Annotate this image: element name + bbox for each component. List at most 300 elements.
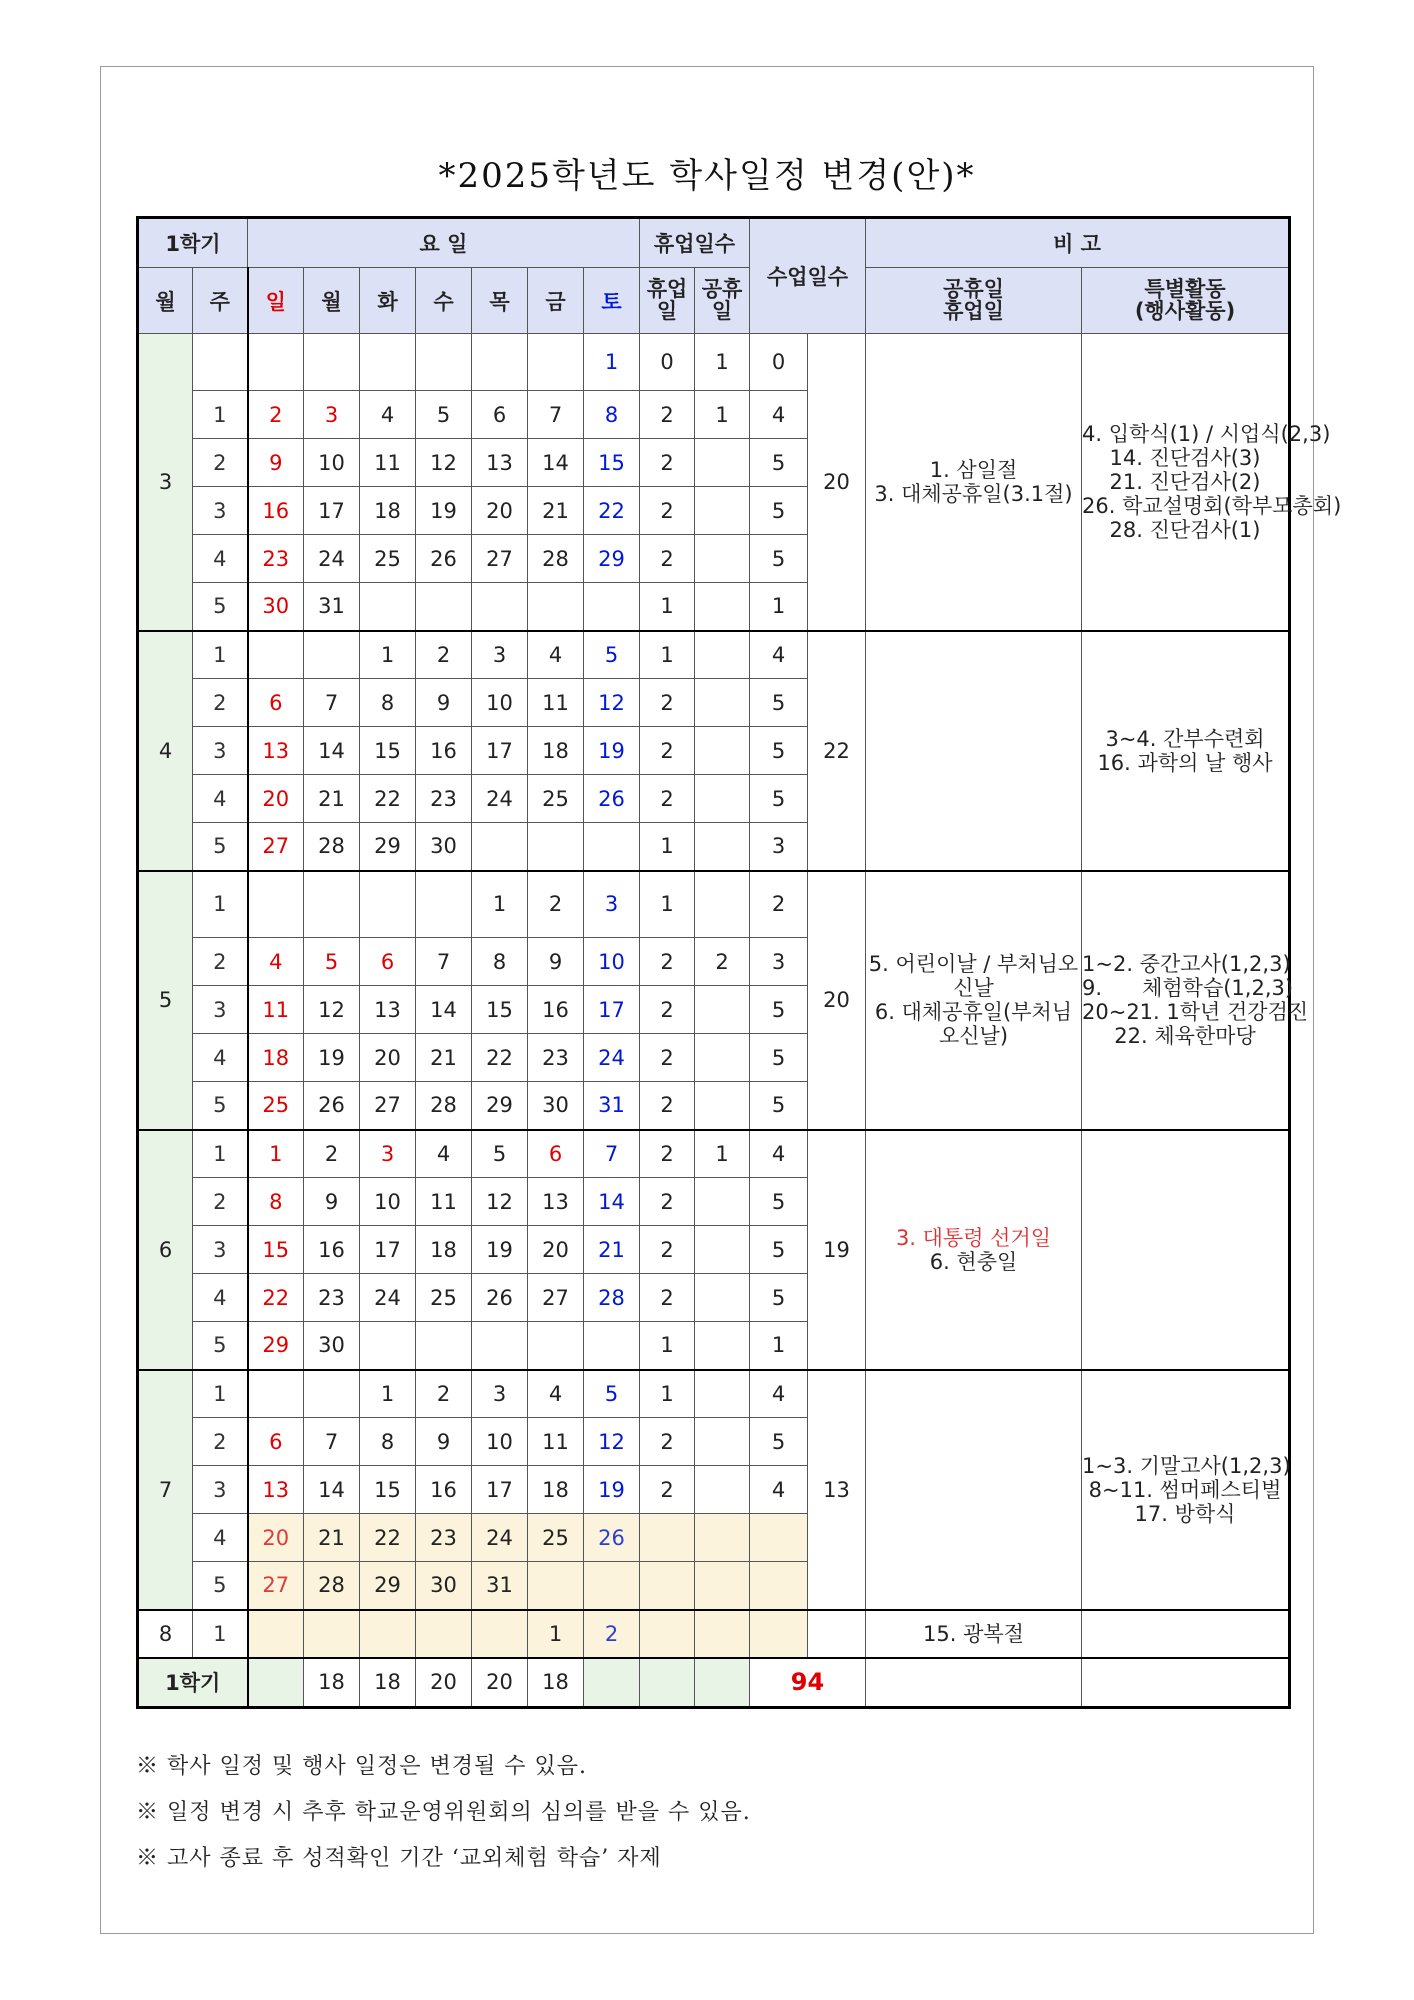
day-cell: 10 xyxy=(360,1178,416,1226)
day-cell: 8 xyxy=(248,1178,304,1226)
holiday-notes xyxy=(866,631,1082,871)
activity-notes xyxy=(1082,334,1342,631)
off-day-count: 2 xyxy=(640,775,695,823)
day-cell: 24 xyxy=(304,535,360,583)
week-number: 5 xyxy=(193,823,248,871)
day-cell: 4 xyxy=(528,1370,584,1418)
activity-note: 1~2. 중간고사(1,2,3) xyxy=(1082,952,1291,976)
month-class-total: 13 xyxy=(808,1370,866,1610)
week-row xyxy=(138,334,1290,391)
pub-holiday-count: 1 xyxy=(695,1130,750,1178)
mon-header: 월 xyxy=(304,268,360,334)
day-cell: 14 xyxy=(304,1466,360,1514)
day-cell xyxy=(528,1562,584,1610)
day-cell: 23 xyxy=(304,1274,360,1322)
holiday-note: 15. 광복절 xyxy=(923,1621,1024,1646)
off-day-count: 0 xyxy=(640,334,695,391)
month-cell: 7 xyxy=(138,1370,193,1610)
pub-holiday-count xyxy=(695,1274,750,1322)
semester-total-row xyxy=(138,1658,1290,1708)
class-days-header: 수업일수 xyxy=(750,218,866,334)
day-cell: 3 xyxy=(584,871,640,938)
class-day-count: 4 xyxy=(750,391,808,439)
week-number: 3 xyxy=(193,1226,248,1274)
week-row xyxy=(138,1610,1290,1658)
activity-notes xyxy=(1082,1130,1290,1370)
pub-holiday-count xyxy=(695,1082,750,1130)
day-cell: 1 xyxy=(584,334,640,391)
month-class-total: 22 xyxy=(808,631,866,871)
off-day-count: 1 xyxy=(640,631,695,679)
week-number: 1 xyxy=(193,871,248,938)
day-cell: 1 xyxy=(472,871,528,938)
day-cell: 22 xyxy=(584,487,640,535)
day-cell xyxy=(304,1370,360,1418)
month-cell: 4 xyxy=(138,631,193,871)
pub-holiday-count xyxy=(695,1178,750,1226)
day-cell: 27 xyxy=(528,1274,584,1322)
day-cell: 8 xyxy=(472,938,528,986)
off-day-count: 1 xyxy=(640,1370,695,1418)
week-number: 5 xyxy=(193,1562,248,1610)
day-cell: 12 xyxy=(584,1418,640,1466)
activity-note: 3~4. 간부수련회 xyxy=(1105,726,1265,751)
class-day-count: 4 xyxy=(750,1466,808,1514)
day-cell: 22 xyxy=(360,1514,416,1562)
class-day-count: 5 xyxy=(750,487,808,535)
holiday-col-header: 공휴일 휴업일 xyxy=(866,268,1082,334)
day-cell xyxy=(528,583,584,631)
holiday-note: 6. 현충일 xyxy=(929,1249,1018,1274)
day-cell: 8 xyxy=(360,679,416,727)
day-cell: 22 xyxy=(360,775,416,823)
day-cell: 8 xyxy=(584,391,640,439)
weekday-total: 20 xyxy=(416,1658,472,1708)
activity-note: 16. 과학의 날 행사 xyxy=(1097,750,1273,775)
day-cell: 13 xyxy=(248,727,304,775)
day-cell: 29 xyxy=(360,1562,416,1610)
day-cell xyxy=(584,1562,640,1610)
fri-header: 금 xyxy=(528,268,584,334)
week-number: 3 xyxy=(193,1466,248,1514)
class-day-count: 1 xyxy=(750,1322,808,1370)
week-number: 4 xyxy=(193,1034,248,1082)
holiday-notes xyxy=(866,334,1082,631)
class-day-count: 5 xyxy=(750,1178,808,1226)
day-cell xyxy=(416,583,472,631)
day-cell: 15 xyxy=(584,439,640,487)
footnote-2: ※ 일정 변경 시 추후 학교운영위원회의 심의를 받을 수 있음. xyxy=(136,1800,751,1825)
week-number: 4 xyxy=(193,1514,248,1562)
day-cell: 28 xyxy=(584,1274,640,1322)
weekday-total: 18 xyxy=(360,1658,416,1708)
off-day-count: 2 xyxy=(640,1274,695,1322)
footnote-3: ※ 고사 종료 후 성적확인 기간 ‘교외체험 학습’ 자제 xyxy=(136,1846,662,1871)
day-cell: 1 xyxy=(528,1610,584,1658)
day-cell: 2 xyxy=(584,1610,640,1658)
day-cell: 24 xyxy=(360,1274,416,1322)
week-number: 4 xyxy=(193,775,248,823)
day-cell: 11 xyxy=(528,1418,584,1466)
day-cell: 31 xyxy=(304,583,360,631)
day-cell: 5 xyxy=(584,1370,640,1418)
day-cell: 2 xyxy=(528,871,584,938)
pub-holiday-count xyxy=(695,1514,750,1562)
off-day-count xyxy=(640,1562,695,1610)
day-cell xyxy=(248,871,304,938)
class-day-count xyxy=(750,1562,808,1610)
class-day-count: 5 xyxy=(750,727,808,775)
day-cell: 11 xyxy=(360,439,416,487)
weekday-total xyxy=(248,1658,304,1708)
class-day-count: 2 xyxy=(750,871,808,938)
day-cell: 17 xyxy=(360,1226,416,1274)
week-number: 1 xyxy=(193,391,248,439)
day-cell xyxy=(360,1322,416,1370)
month-class-total: 20 xyxy=(808,334,866,631)
day-cell: 29 xyxy=(248,1322,304,1370)
day-cell xyxy=(416,1610,472,1658)
day-cell: 29 xyxy=(472,1082,528,1130)
pub-holiday-count xyxy=(695,823,750,871)
off-day-count: 2 xyxy=(640,986,695,1034)
off-day-count: 2 xyxy=(640,487,695,535)
day-cell: 12 xyxy=(416,439,472,487)
day-cell: 27 xyxy=(360,1082,416,1130)
class-day-count: 5 xyxy=(750,1274,808,1322)
day-cell: 20 xyxy=(248,1514,304,1562)
day-cell xyxy=(304,334,360,391)
day-cell xyxy=(416,871,472,938)
day-cell: 17 xyxy=(584,986,640,1034)
day-cell: 5 xyxy=(584,631,640,679)
off-day-count: 1 xyxy=(640,871,695,938)
day-cell: 26 xyxy=(304,1082,360,1130)
holiday-notes xyxy=(866,1370,1082,1610)
class-day-count: 3 xyxy=(750,938,808,986)
pub-holiday-count xyxy=(695,775,750,823)
day-cell: 27 xyxy=(472,535,528,583)
off-day-count: 1 xyxy=(640,823,695,871)
day-cell: 5 xyxy=(304,938,360,986)
day-cell: 12 xyxy=(472,1178,528,1226)
class-day-count: 4 xyxy=(750,1130,808,1178)
day-cell xyxy=(304,1610,360,1658)
day-cell: 21 xyxy=(528,487,584,535)
day-cell: 10 xyxy=(304,439,360,487)
day-cell: 23 xyxy=(528,1034,584,1082)
off-day-count: 2 xyxy=(640,727,695,775)
day-cell: 25 xyxy=(416,1274,472,1322)
weekday-total: 18 xyxy=(304,1658,360,1708)
holiday-notes xyxy=(866,871,1082,1130)
day-cell xyxy=(360,583,416,631)
off-day-header: 휴업 일 xyxy=(640,268,695,334)
holiday-note: 1. 삼일절 xyxy=(929,457,1018,482)
day-cell: 9 xyxy=(248,439,304,487)
pub-holiday-count xyxy=(695,679,750,727)
day-cell: 19 xyxy=(416,487,472,535)
activity-note: 1~3. 기말고사(1,2,3) xyxy=(1082,1453,1291,1478)
month-cell: 3 xyxy=(138,334,193,631)
sat-header: 토 xyxy=(584,268,640,334)
day-cell: 7 xyxy=(304,679,360,727)
day-cell: 28 xyxy=(304,1562,360,1610)
day-cell: 14 xyxy=(304,727,360,775)
week-number: 2 xyxy=(193,679,248,727)
day-cell: 13 xyxy=(360,986,416,1034)
pub-holiday-count xyxy=(695,439,750,487)
class-day-count: 3 xyxy=(750,823,808,871)
pub-holiday-count xyxy=(695,1562,750,1610)
class-day-count: 0 xyxy=(750,334,808,391)
pub-holiday-count xyxy=(695,1370,750,1418)
day-cell xyxy=(528,1322,584,1370)
activity-note: 26. 학교설명회(학부모총회) xyxy=(1082,493,1342,518)
day-cell: 20 xyxy=(472,487,528,535)
week-number: 2 xyxy=(193,938,248,986)
day-cell: 16 xyxy=(416,727,472,775)
day-cell: 30 xyxy=(416,823,472,871)
day-cell: 17 xyxy=(304,487,360,535)
off-total xyxy=(640,1658,695,1708)
off-day-count: 2 xyxy=(640,1178,695,1226)
week-header: 주 xyxy=(193,268,248,334)
pub-holiday-count xyxy=(695,1322,750,1370)
day-cell: 6 xyxy=(360,938,416,986)
activity-note: 28. 진단검사(1) xyxy=(1109,517,1261,542)
day-cell xyxy=(304,631,360,679)
day-cell: 23 xyxy=(416,1514,472,1562)
pub-holiday-header: 공휴 일 xyxy=(695,268,750,334)
footnote-1: ※ 학사 일정 및 행사 일정은 변경될 수 있음. xyxy=(136,1754,587,1779)
empty-activity xyxy=(1082,1658,1290,1708)
day-cell: 9 xyxy=(416,679,472,727)
day-cell: 11 xyxy=(416,1178,472,1226)
month-cell: 6 xyxy=(138,1130,193,1370)
off-day-count: 2 xyxy=(640,391,695,439)
day-cell: 26 xyxy=(584,775,640,823)
day-cell: 10 xyxy=(472,679,528,727)
off-day-count: 1 xyxy=(640,1322,695,1370)
activity-note: 4. 입학식(1) / 시업식(2,3) xyxy=(1082,421,1331,446)
off-day-count: 2 xyxy=(640,1034,695,1082)
day-cell: 5 xyxy=(416,391,472,439)
off-day-count xyxy=(640,1514,695,1562)
day-cell: 19 xyxy=(472,1226,528,1274)
week-number: 3 xyxy=(193,487,248,535)
day-cell: 29 xyxy=(584,535,640,583)
day-cell: 9 xyxy=(528,938,584,986)
day-cell xyxy=(528,823,584,871)
day-cell xyxy=(416,334,472,391)
footnotes xyxy=(136,1744,751,1882)
day-cell: 18 xyxy=(248,1034,304,1082)
activity-notes xyxy=(1082,1370,1290,1610)
day-cell: 14 xyxy=(528,439,584,487)
day-cell xyxy=(584,583,640,631)
off-day-count: 2 xyxy=(640,1130,695,1178)
day-cell xyxy=(584,823,640,871)
day-cell: 16 xyxy=(248,487,304,535)
weekday-total: 20 xyxy=(472,1658,528,1708)
day-cell: 23 xyxy=(248,535,304,583)
day-cell: 24 xyxy=(472,775,528,823)
activity-notes xyxy=(1082,631,1290,871)
activity-note: 9. 체험학습(1,2,3) xyxy=(1082,976,1294,1000)
day-cell xyxy=(472,1610,528,1658)
day-cell: 28 xyxy=(528,535,584,583)
activity-note: 8~11. 썸머페스티벌 xyxy=(1088,1477,1282,1502)
pub-holiday-count xyxy=(695,1418,750,1466)
off-day-count: 2 xyxy=(640,679,695,727)
day-cell: 4 xyxy=(248,938,304,986)
week-number: 2 xyxy=(193,1178,248,1226)
day-cell: 9 xyxy=(416,1418,472,1466)
day-cell xyxy=(360,871,416,938)
off-day-count: 1 xyxy=(640,583,695,631)
day-cell: 19 xyxy=(584,727,640,775)
week-number xyxy=(193,334,248,391)
day-cell: 20 xyxy=(528,1226,584,1274)
week-number: 3 xyxy=(193,986,248,1034)
day-cell: 6 xyxy=(248,1418,304,1466)
day-cell xyxy=(472,823,528,871)
class-day-count: 5 xyxy=(750,439,808,487)
day-cell xyxy=(248,1610,304,1658)
class-day-count: 5 xyxy=(750,986,808,1034)
pub-holiday-count xyxy=(695,487,750,535)
day-cell: 27 xyxy=(248,823,304,871)
activity-col-header: 특별활동 (행사활동) xyxy=(1082,268,1290,334)
day-cell: 18 xyxy=(416,1226,472,1274)
pub-holiday-count xyxy=(695,631,750,679)
day-cell: 15 xyxy=(472,986,528,1034)
day-cell: 15 xyxy=(360,727,416,775)
day-cell: 7 xyxy=(416,938,472,986)
pub-holiday-count xyxy=(695,583,750,631)
class-day-count: 5 xyxy=(750,1082,808,1130)
day-cell: 2 xyxy=(304,1130,360,1178)
day-cell: 10 xyxy=(472,1418,528,1466)
day-cell: 30 xyxy=(248,583,304,631)
day-cell: 4 xyxy=(528,631,584,679)
day-cell: 18 xyxy=(528,727,584,775)
day-cell xyxy=(248,631,304,679)
class-day-count: 5 xyxy=(750,679,808,727)
semester-header: 1학기 xyxy=(138,218,248,268)
class-day-count: 5 xyxy=(750,1418,808,1466)
pub-holiday-count xyxy=(695,535,750,583)
day-cell: 16 xyxy=(528,986,584,1034)
remarks-header: 비 고 xyxy=(866,218,1290,268)
wed-header: 수 xyxy=(416,268,472,334)
day-cell: 25 xyxy=(360,535,416,583)
pub-holiday-count xyxy=(695,1034,750,1082)
week-row xyxy=(138,871,1290,938)
day-cell: 23 xyxy=(416,775,472,823)
day-cell: 13 xyxy=(472,439,528,487)
day-cell: 5 xyxy=(472,1130,528,1178)
day-cell: 2 xyxy=(416,1370,472,1418)
day-cell xyxy=(248,334,304,391)
pub-holiday-count xyxy=(695,727,750,775)
day-cell: 3 xyxy=(472,631,528,679)
day-cell: 7 xyxy=(584,1130,640,1178)
weekday-group-header: 요 일 xyxy=(248,218,640,268)
day-cell: 4 xyxy=(416,1130,472,1178)
day-cell: 24 xyxy=(584,1034,640,1082)
week-number: 2 xyxy=(193,439,248,487)
day-cell: 25 xyxy=(528,1514,584,1562)
class-day-count: 5 xyxy=(750,775,808,823)
day-cell: 24 xyxy=(472,1514,528,1562)
holiday-notes xyxy=(866,1610,1082,1658)
month-class-total: 20 xyxy=(808,871,866,1130)
off-day-count: 2 xyxy=(640,439,695,487)
day-cell: 15 xyxy=(360,1466,416,1514)
day-cell: 14 xyxy=(584,1178,640,1226)
day-cell: 7 xyxy=(304,1418,360,1466)
week-number: 2 xyxy=(193,1418,248,1466)
day-cell: 21 xyxy=(584,1226,640,1274)
day-cell: 8 xyxy=(360,1418,416,1466)
holiday-note: 5. 어린이날 / 부처님오신날 xyxy=(868,952,1079,1000)
off-day-count: 2 xyxy=(640,1418,695,1466)
day-cell: 25 xyxy=(248,1082,304,1130)
day-cell xyxy=(304,871,360,938)
day-cell: 6 xyxy=(472,391,528,439)
day-cell: 17 xyxy=(472,727,528,775)
month-class-total xyxy=(808,1610,866,1658)
holiday-note: 3. 대통령 선거일 xyxy=(895,1225,1052,1250)
day-cell: 1 xyxy=(360,1370,416,1418)
day-cell xyxy=(248,1370,304,1418)
day-cell: 29 xyxy=(360,823,416,871)
day-cell: 27 xyxy=(248,1562,304,1610)
class-day-count: 5 xyxy=(750,1226,808,1274)
week-number: 5 xyxy=(193,1082,248,1130)
month-cell: 8 xyxy=(138,1610,193,1658)
day-cell: 21 xyxy=(304,1514,360,1562)
pub-holiday-count xyxy=(695,871,750,938)
pub-holiday-count: 1 xyxy=(695,391,750,439)
month-class-total: 19 xyxy=(808,1130,866,1370)
weekday-total: 18 xyxy=(528,1658,584,1708)
off-day-count: 2 xyxy=(640,1466,695,1514)
class-day-count: 5 xyxy=(750,535,808,583)
day-cell: 19 xyxy=(304,1034,360,1082)
activity-note: 22. 체육한마당 xyxy=(1114,1024,1256,1048)
day-cell: 2 xyxy=(248,391,304,439)
empty-note xyxy=(866,1658,1082,1708)
day-cell: 18 xyxy=(528,1466,584,1514)
day-cell xyxy=(416,1322,472,1370)
holiday-note: 3. 대체공휴일(3.1절) xyxy=(874,481,1073,506)
activity-note: 17. 방학식 xyxy=(1134,1501,1236,1526)
schedule-table xyxy=(136,216,1342,1709)
day-cell xyxy=(472,583,528,631)
day-cell: 16 xyxy=(304,1226,360,1274)
day-cell: 26 xyxy=(472,1274,528,1322)
week-number: 3 xyxy=(193,727,248,775)
month-header: 월 xyxy=(138,268,193,334)
sun-header: 일 xyxy=(248,268,304,334)
day-cell: 4 xyxy=(360,391,416,439)
semester-class-total: 94 xyxy=(750,1658,866,1708)
activity-notes xyxy=(1082,1610,1290,1658)
pub-holiday-count xyxy=(695,1226,750,1274)
